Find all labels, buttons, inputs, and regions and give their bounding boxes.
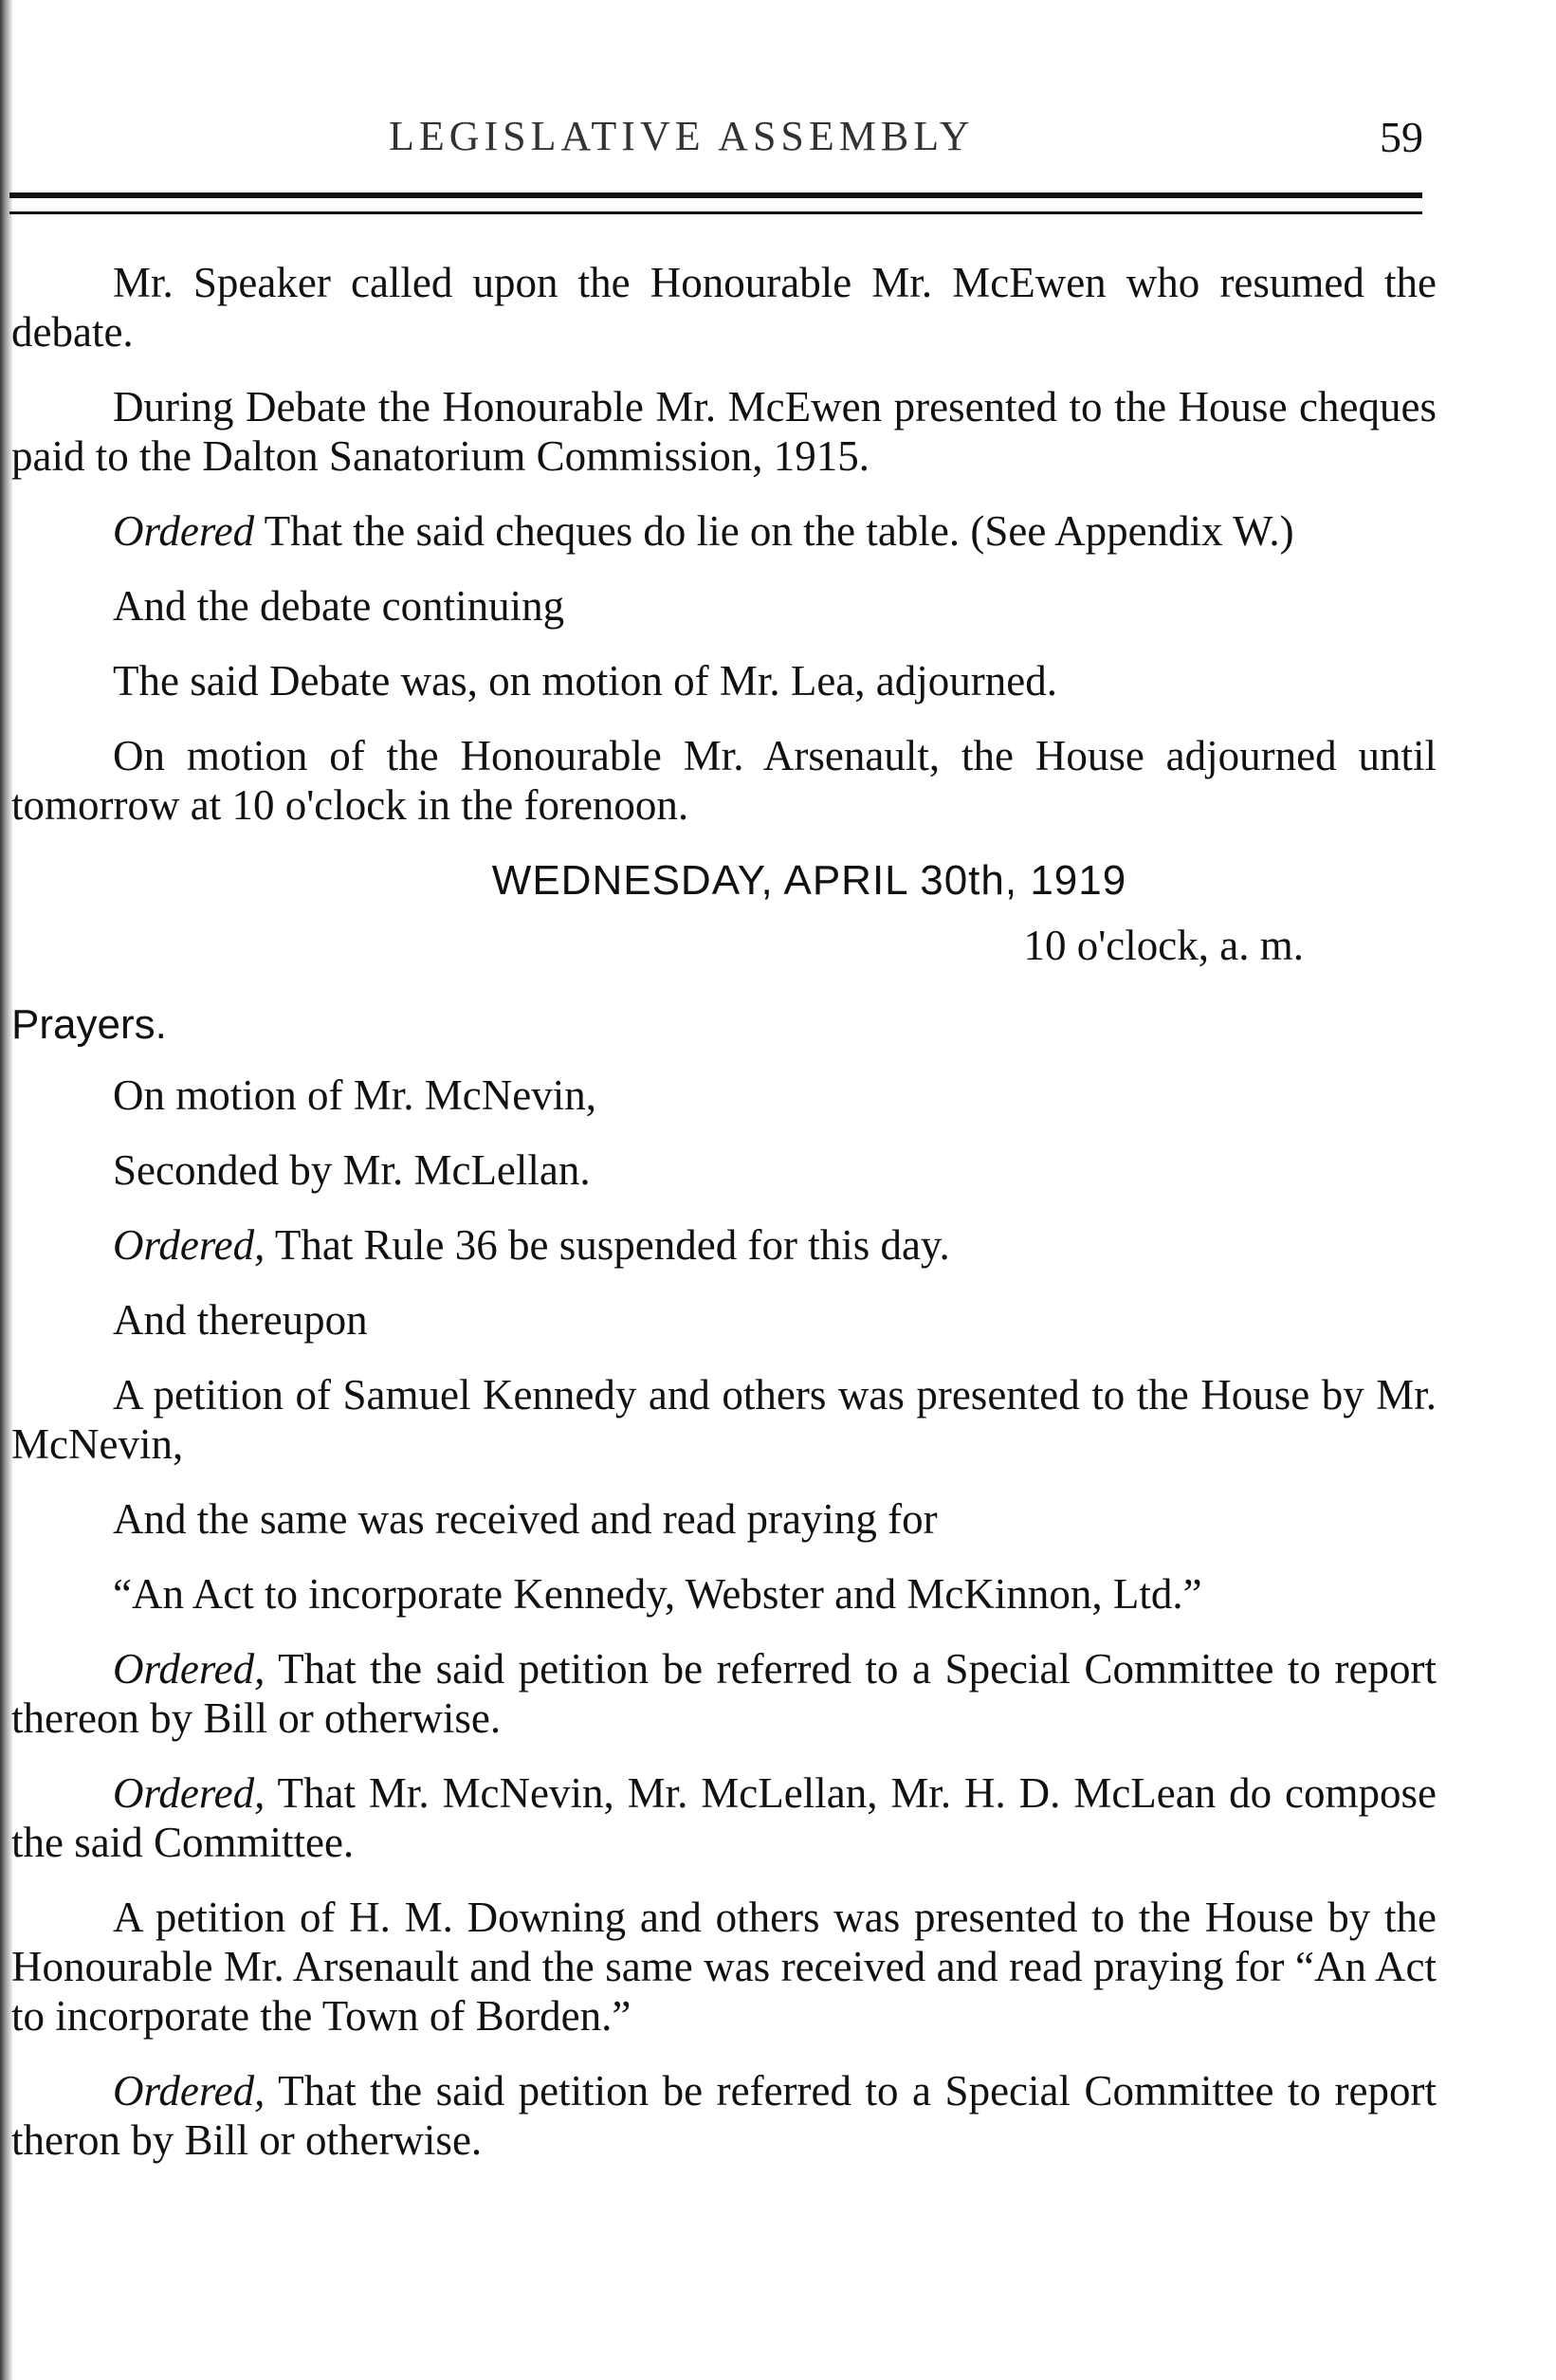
paragraph-petition-kennedy: A petition of Samuel Kennedy and others was presented to the House by Mr. McNevin,	[11, 1371, 1437, 1468]
paragraph-ordered-cheques	[11, 506, 1437, 556]
paragraph-speaker-called: Mr. Speaker called upon the Honourable Mr. McEwen who resumed the debate.	[11, 259, 1437, 356]
ordered-text: That the said petition be referred to a Special Committee to report thereon by Bill or otherwise.	[11, 1645, 1437, 1742]
ordered-text: That the said cheques do lie on the table. (See Appendix W.)	[254, 507, 1294, 555]
paragraph-petition-received: And the same was received and read praying for	[113, 1495, 938, 1543]
ordered-label: Ordered,	[113, 1221, 265, 1269]
header-rule-thin	[9, 211, 1422, 214]
header-rule-thick	[9, 192, 1422, 198]
journal-body	[11, 258, 1437, 2190]
paragraph-act-title-kennedy: “An Act to incorporate Kennedy, Webster and McKinnon, Ltd.”	[113, 1570, 1202, 1618]
ordered-label: Ordered,	[113, 1645, 265, 1693]
paragraph-ordered-refer-committee-2	[11, 2066, 1437, 2165]
session-date-heading: WEDNESDAY, APRIL 30th, 1919	[491, 857, 1127, 904]
ordered-text: That Mr. McNevin, Mr. McLellan, Mr. H. D. McLean do compose the said Committee.	[11, 1769, 1437, 1866]
prayers-heading: Prayers.	[11, 1001, 167, 1048]
ordered-text: That Rule 36 be suspended for this day.	[265, 1221, 950, 1269]
paragraph-motion-seconded: Seconded by Mr. McLellan.	[113, 1146, 591, 1194]
page-number: 59	[1380, 113, 1423, 161]
ordered-label: Ordered	[113, 507, 255, 555]
ordered-label: Ordered,	[113, 1769, 265, 1817]
paragraph-thereupon: And thereupon	[113, 1296, 368, 1344]
paragraph-ordered-rule	[11, 1220, 1437, 1270]
paragraph-debate-continuing: And the debate continuing	[113, 582, 565, 630]
ordered-text: That the said petition be referred to a Special Committee to report theron by Bill or otherwise.	[11, 2067, 1437, 2164]
paragraph-house-adjourned: On motion of the Honourable Mr. Arsenault, the House adjourned until tomorrow at 10 o'clock in the forenoon.	[11, 732, 1437, 829]
running-title: LEGISLATIVE ASSEMBLY	[389, 113, 975, 159]
ordered-label: Ordered,	[113, 2067, 265, 2115]
running-header	[0, 112, 1556, 169]
paragraph-cheques-presented: During Debate the Honourable Mr. McEwen presented to the House cheques paid to the Dalton Sanatorium Commission, 1915.	[11, 383, 1437, 480]
session-time: 10 o'clock, a. m.	[1023, 922, 1304, 969]
paragraph-ordered-refer-committee	[11, 1644, 1437, 1743]
paragraph-ordered-committee-members	[11, 1768, 1437, 1867]
paragraph-motion-moved: On motion of Mr. McNevin,	[113, 1071, 596, 1119]
paragraph-petition-downing: A petition of H. M. Downing and others was presented to the House by the Honourable Mr. Arsenault and the same was received and read praying for “An Act to incorporate the Town of Borden.”	[11, 1894, 1437, 2040]
paragraph-debate-adjourned: The said Debate was, on motion of Mr. Lea, adjourned.	[113, 657, 1057, 705]
